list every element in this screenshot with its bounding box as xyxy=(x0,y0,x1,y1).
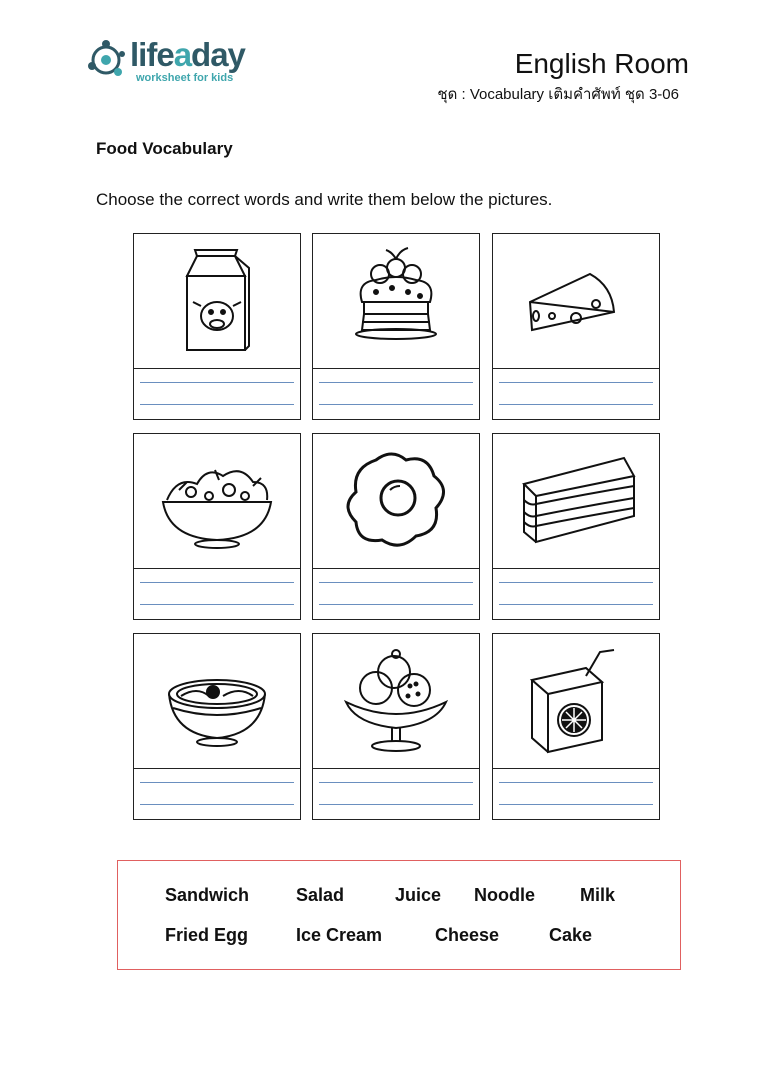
answer-line[interactable] xyxy=(499,782,653,783)
answer-line[interactable] xyxy=(499,404,653,405)
picture-card xyxy=(492,433,660,620)
answer-line[interactable] xyxy=(499,804,653,805)
answer-line[interactable] xyxy=(499,382,653,383)
sandwich-icon xyxy=(516,446,636,556)
answer-line[interactable] xyxy=(140,782,294,783)
picture-card xyxy=(133,433,301,620)
picture-card xyxy=(133,233,301,420)
word-bank-item: Noodle xyxy=(474,885,535,905)
salad-icon xyxy=(157,446,277,556)
logo-tagline: worksheet for kids xyxy=(136,72,234,84)
room-title: English Room xyxy=(514,48,689,79)
instruction-text: Choose the correct words and write them below the pictures. xyxy=(96,190,553,209)
answer-line[interactable] xyxy=(140,404,294,405)
picture-card xyxy=(492,233,660,420)
answer-line[interactable] xyxy=(319,782,473,783)
answer-line[interactable] xyxy=(499,604,653,605)
word-bank-item: Ice Cream xyxy=(296,925,383,945)
noodle-bowl-icon xyxy=(157,646,277,756)
cake-icon xyxy=(336,246,456,356)
cheese-icon xyxy=(516,246,636,356)
word-bank-item: Milk xyxy=(580,885,616,905)
answer-line[interactable] xyxy=(319,404,473,405)
answer-line[interactable] xyxy=(140,582,294,583)
word-bank-item: Fried Egg xyxy=(165,925,249,945)
answer-line[interactable] xyxy=(319,604,473,605)
room-subtitle: ชุด : Vocabulary เติมคำศัพท์ ชุด 3-06 xyxy=(437,86,679,103)
picture-card xyxy=(312,633,480,820)
milk-carton-icon xyxy=(157,246,277,356)
picture-card xyxy=(492,633,660,820)
word-bank-item: Cheese xyxy=(435,925,500,945)
logo-molecule-icon xyxy=(86,36,130,84)
ice-cream-icon xyxy=(336,646,456,756)
word-bank xyxy=(117,860,681,970)
answer-line[interactable] xyxy=(140,604,294,605)
picture-card xyxy=(312,233,480,420)
logo xyxy=(86,36,276,86)
word-bank-item: Sandwich xyxy=(165,885,250,905)
picture-card xyxy=(133,633,301,820)
answer-line[interactable] xyxy=(319,382,473,383)
fried-egg-icon xyxy=(336,446,456,556)
answer-line[interactable] xyxy=(319,582,473,583)
juice-box-icon xyxy=(516,646,636,756)
picture-card xyxy=(312,433,480,620)
answer-line[interactable] xyxy=(140,804,294,805)
word-bank-item: Juice xyxy=(395,885,442,905)
word-bank-item: Cake xyxy=(549,925,593,945)
answer-line[interactable] xyxy=(140,382,294,383)
answer-line[interactable] xyxy=(319,804,473,805)
word-bank-item: Salad xyxy=(296,885,345,905)
worksheet-title: Food Vocabulary xyxy=(96,139,233,158)
logo-text: lifeaday xyxy=(130,36,245,73)
answer-line[interactable] xyxy=(499,582,653,583)
